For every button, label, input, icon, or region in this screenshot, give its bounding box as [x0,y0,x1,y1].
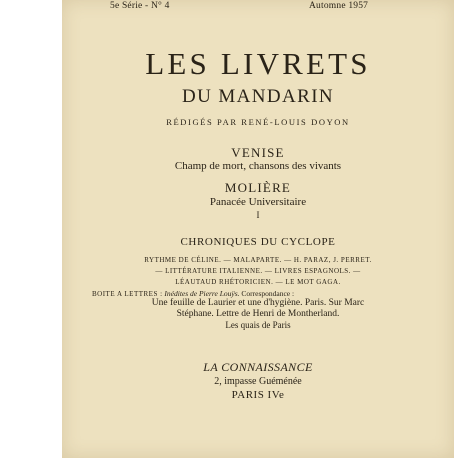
publisher-name: LA CONNAISSANCE [203,360,313,374]
section-heading-moliere: MOLIÈRE [224,180,292,195]
section-desc-venise: Champ de mort, chansons des vivants [174,160,342,172]
chroniques-line: LÉAUTAUD RHÉTORICIEN. — LE MOT GAGA. [175,278,341,286]
chroniques-line: Une feuille de Laurier et une d'hygiène. Paris. Sur Marc [151,298,365,308]
letters-rest: Correspondance : [241,289,295,298]
letters-italic: Inédites de Pierre Louÿs. [164,289,240,298]
chroniques-line: — LITTÉRATURE ITALIENNE. — LIVRES ESPAGNOLS. — [155,267,361,275]
chroniques-line: RYTHME DE CÉLINE. — MALAPARTE. — H. PARAZ, J. PERRET. [144,256,372,264]
cover-page [62,0,454,458]
chroniques-heading: CHRONIQUES DU CYCLOPE [180,236,336,248]
season-date: Automne 1957 [309,1,369,11]
chroniques-line: Stéphane. Lettre de Henri de Montherland. [176,309,340,319]
section-heading-venise: VENISE [231,145,285,160]
editor-credit: RÉDIGÉS PAR RENÉ-LOUIS DOYON [166,117,350,127]
series-number: 5e Série - N° 4 [110,1,170,11]
chroniques-line: Les quais de Paris [225,320,291,330]
letters-line [92,289,432,298]
sub-title: DU MANDARIN [181,86,335,107]
publisher-address: 2, impasse Guéménée [214,376,302,387]
publisher-city: PARIS IVe [231,389,285,401]
volume-numeral: I [256,210,260,220]
section-desc-moliere: Panacée Universitaire [209,196,307,208]
main-title: LES LIVRETS [145,46,371,81]
letters-label: BOITE A LETTRES : [92,290,163,298]
